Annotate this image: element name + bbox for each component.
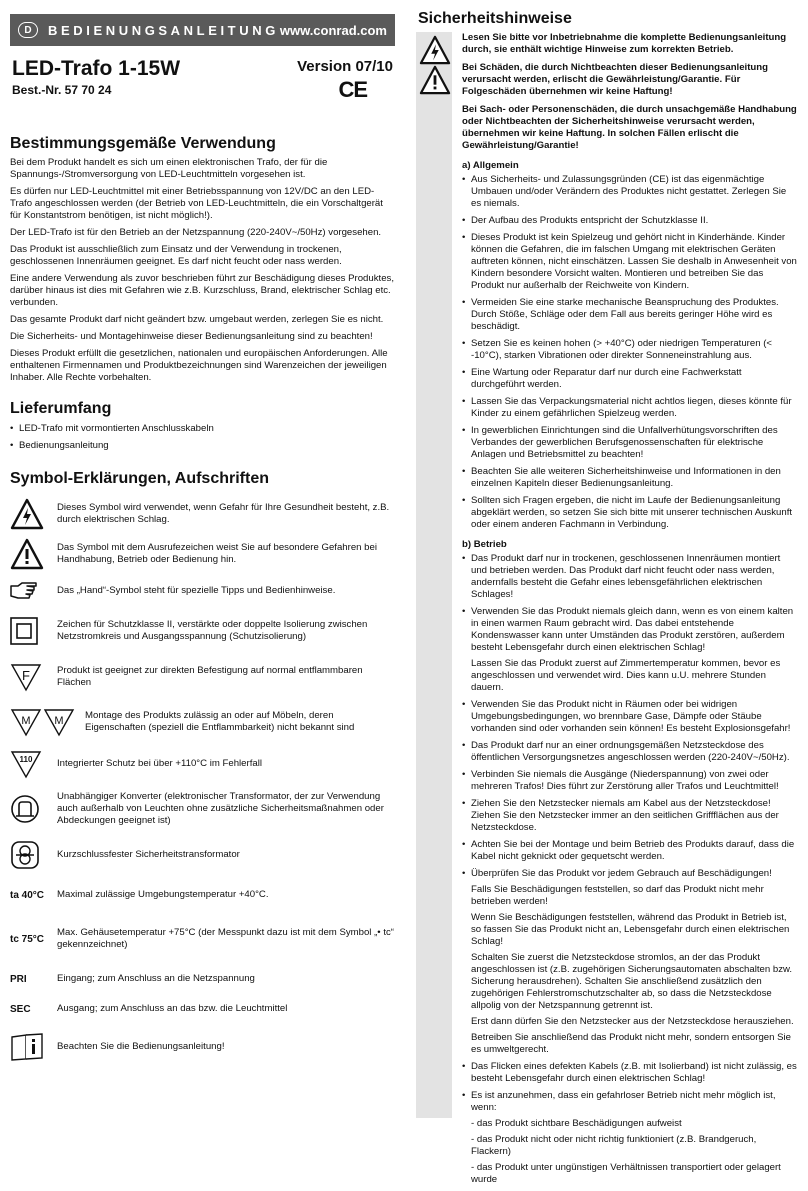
lightning-warning-icon xyxy=(10,498,57,530)
left-column xyxy=(10,0,395,1052)
svg-text:F: F xyxy=(22,668,30,683)
item-text: Das Flicken eines defekten Kabels (z.B. mit Isolierband) ist nicht zulässig, es besteht Lebensgefahr durch einen elektrischen Schlag! xyxy=(471,1061,797,1084)
item-text: Das Produkt darf nur an einer ordnungsgemäßen Netzsteckdose des öffentlichen Versorgungsnetzes angeschlossen werden (220-240V~/50Hz). xyxy=(471,740,790,763)
list-item xyxy=(462,798,798,834)
label-row xyxy=(10,914,395,964)
symbol-text: Produkt ist geeignet zur direkten Befestigung auf normal entflammbaren Flächen xyxy=(57,665,363,688)
symbol-row xyxy=(10,744,395,784)
symbol-row xyxy=(10,834,395,876)
110-label: 110 xyxy=(19,755,33,764)
section-lieferumfang xyxy=(10,400,395,457)
list-item xyxy=(462,699,798,735)
item-text: Ziehen Sie den Netzstecker niemals am Kabel aus der Netzsteckdose! Ziehen Sie den Netzstecker immer an den seitlichen Griffflächen aus der Netzsteckdose. xyxy=(471,798,779,833)
list-item: • Lassen Sie das Verpackungsmaterial nicht achtlos liegen, dieses könnte für Kinder zu einem gefährlichen Spielzeug werden. xyxy=(462,396,798,420)
list-item: • Dieses Produkt ist kein Spielzeug und gehört nicht in Kinderhände. Kinder können die Gefahren, die im falschen Umgang mit elektrischen Geräten auftreten können, nicht einschätzen. Lassen Sie deshalb in Anwesenheit von Kindern besondere Vorsicht walten. Montieren und betreiben Sie das Produkt nur außerhalb der Reichweite von Kindern. xyxy=(462,232,798,292)
subheading-betrieb: b) Betrieb xyxy=(462,539,507,550)
header-bar xyxy=(10,14,395,46)
list-item: • Sollten sich Fragen ergeben, die nicht im Laufe der Bedienungsanleitung abgeklärt werden, so setzen Sie sich bitte mit unserer technischen Auskunft oder einem anderen Fachmann in Verbindung. xyxy=(462,495,798,531)
header-url: www.conrad.com xyxy=(279,22,387,38)
item-text: Überprüfen Sie das Produkt vor jedem Gebrauch auf Beschädigungen! xyxy=(471,868,772,879)
intro-paragraph: Lesen Sie bitte vor Inbetriebnahme die komplette Bedienungsanleitung durch, sie enthält wichtige Hinweise zum korrekten Betrieb. xyxy=(462,32,787,55)
symbol-row xyxy=(10,700,395,744)
version: Version 07/10 xyxy=(297,58,393,75)
symbol-text: Integrierter Schutz bei über +110°C im Fehlerfall xyxy=(57,758,262,769)
item-paragraph: Wenn Sie Beschädigungen feststellen, während das Produkt in Betrieb ist, so fassen Sie das Produkt nicht an, Lebensgefahr durch einen elektrischen Schlag! xyxy=(471,912,790,947)
symbol-text: Beachten Sie die Bedienungsanleitung! xyxy=(57,1041,225,1052)
sidebar-shade xyxy=(416,32,452,1118)
section-bestimmung xyxy=(10,135,395,389)
label-row xyxy=(10,876,395,914)
list-item: • Aus Sicherheits- und Zulassungsgründen (CE) ist das eigenmächtige Umbauen und/oder Verändern des Produktes nicht gestattet. Zerlegen Sie es niemals. xyxy=(462,174,798,210)
item-text: Verwenden Sie das Produkt niemals gleich dann, wenn es von einem kalten in einen warmen Raum gebracht wird. Das dabei entstehende Kondenswasser kann unter Umständen das Produkt zerstören, außerdem besteht Lebensgefahr durch einen elektrischen Schlag! xyxy=(471,606,794,653)
heading-sicherheit: Sicherheitshinweise xyxy=(418,10,572,27)
item-paragraph: Betreiben Sie anschließend das Produkt nicht mehr, sondern entsorgen Sie es umweltgerecht. xyxy=(471,1032,791,1055)
list-item: • Eine Wartung oder Reparatur darf nur durch eine Fachwerkstatt durchgeführt werden. xyxy=(462,367,798,391)
svg-text:M: M xyxy=(21,715,31,727)
list-item: • Der Aufbau des Produkts entspricht der Schutzklasse II. xyxy=(462,215,798,227)
list-item xyxy=(462,769,798,793)
language-badge: D xyxy=(18,22,38,38)
symbol-text: Das Symbol mit dem Ausrufezeichen weist Sie auf besondere Gefahren bei Handhabung, Betrieb oder Bedienung hin. xyxy=(57,542,377,565)
symbol-row xyxy=(10,1024,395,1070)
list-item: • In gewerblichen Einrichtungen sind die Unfallverhütungsvorschriften des Verbandes der gewerblichen Berufsgenossenschaften für elektrische Anlagen und Betriebsmittel zu beachten! xyxy=(462,425,798,461)
independent-converter-icon xyxy=(10,794,57,824)
protection-class-ii-icon xyxy=(10,617,57,645)
heading-lieferumfang: Lieferumfang xyxy=(10,400,112,417)
list-item: • LED-Trafo mit vormontierten Anschlusskabeln xyxy=(10,423,395,435)
list-item xyxy=(462,839,798,863)
subheading-allgemein: a) Allgemein xyxy=(462,160,519,171)
symbol-row xyxy=(10,784,395,834)
list-item xyxy=(462,553,798,601)
item-text: Das Produkt darf nur in trockenen, geschlossenen Innenräumen montiert und betrieben werden. Das Produkt darf nicht feucht oder nass werden, andernfalls besteht die Gefahr eines lebensgefährlichen elektrischen Schlages! xyxy=(471,553,781,600)
ta-label: ta 40°C xyxy=(10,889,45,901)
exclamation-warning-icon xyxy=(10,538,57,570)
paragraph: Die Sicherheits- und Montagehinweise dieser Bedienungsanleitung sind zu beachten! xyxy=(10,331,373,342)
paragraph: Es dürfen nur LED-Leuchtmittel mit einer Betriebsspannung von 12V/DC an den LED-Trafo angeschlossen werden (der Betrieb von LED-Leuchtmitteln, die ein Vorschaltgerät für Konstantstrom benötigen, ist nicht möglich!). xyxy=(10,186,383,221)
paragraph: Das gesamte Produkt darf nicht geändert bzw. umgebaut werden, zerlegen Sie es nicht. xyxy=(10,314,384,325)
safety-body xyxy=(462,32,798,1191)
item-text: Verwenden Sie das Produkt nicht in Räumen oder bei widrigen Umgebungsbedingungen, wo brennbare Gase, Dämpfe oder Stäube vorhanden sind oder vorhanden sein können! Es besteht Explosionsgefahr! xyxy=(471,699,791,734)
list-item xyxy=(462,606,798,694)
hand-icon xyxy=(10,582,57,600)
header-title: BEDIENUNGSANLEITUNG xyxy=(48,22,279,38)
section-symbole xyxy=(10,470,395,1070)
tc-label: tc 75°C xyxy=(10,933,45,945)
manual-info-icon xyxy=(10,1032,57,1062)
symbol-text: Unabhängiger Konverter (elektronischer Transformator, der zur Verwendung auch außerhalb von Leuchten ohne zusätzliche Sicherheitsmaßnahmen oder Abdeckungen geeignet ist) xyxy=(57,791,384,826)
symbol-row xyxy=(10,574,395,608)
label-text: Maximal zulässige Umgebungstemperatur +40°C. xyxy=(57,889,269,900)
item-paragraph: Schalten Sie zuerst die Netzsteckdose stromlos, an der das Produkt angeschlossen ist (z.B. zugehörigen Sicherungsautomaten abschalten bzw. Sicherung herausdrehen). Schalten Sie anschließend zusätzlich den zugehörigen Fehlerstromschutzschalter ab, so dass die Netzsteckdose allpolig von der Netzspannung getrennt ist. xyxy=(471,952,793,1011)
intro-paragraph: Bei Sach- oder Personenschäden, die durch unsachgemäße Handhabung oder Nichtbeachten der Sicherheitshinweise verursacht werden, übernehmen wir keine Haftung. In solchen Fällen erlischt die Gewährleistung/Garantie! xyxy=(462,104,797,151)
exclamation-warning-icon xyxy=(419,65,451,100)
item-text: Achten Sie bei der Montage und beim Betrieb des Produkts darauf, dass die Kabel nicht geknickt oder gequetscht werden. xyxy=(471,839,795,862)
list-item: • Vermeiden Sie eine starke mechanische Beanspruchung des Produktes. Durch Stöße, Schläge oder dem Fall aus bereits geringer Höhe wird es beschädigt. xyxy=(462,297,798,333)
list-item xyxy=(462,740,798,764)
list-item xyxy=(462,868,798,1056)
list-item: • Setzen Sie es keinen hohen (> +40°C) oder niedrigen Temperaturen (< -10°C), starken Vibrationen oder direkter Sonneneinstrahlung aus. xyxy=(462,338,798,362)
label-row xyxy=(10,964,395,994)
label-text: Max. Gehäusetemperatur +75°C (der Messpunkt dazu ist mit dem Symbol „• tc“ gekennzeichnet) xyxy=(57,927,394,950)
list-item xyxy=(462,1090,798,1186)
item-paragraph: Falls Sie Beschädigungen feststellen, so darf das Produkt nicht mehr betrieben werden! xyxy=(471,884,764,907)
heading-bestimmung: Bestimmungsgemäße Verwendung xyxy=(10,135,276,152)
paragraph: Dieses Produkt erfüllt die gesetzlichen, nationalen und europäischen Anforderungen. Alle enthaltenen Firmennamen und Produktbezeichnungen sind Warenzeichen der jeweiligen Inhaber. Alle Rechte vorbehalten. xyxy=(10,348,388,383)
paragraph: Der LED-Trafo ist für den Betrieb an der Netzspannung (220-240V~/50Hz) vorgesehen. xyxy=(10,227,382,238)
item-text: Verbinden Sie niemals die Ausgänge (Niederspannung) von zwei oder mehreren Trafos! Dies führt zur Zerstörung aller Trafos und Leuchtmittel! xyxy=(471,769,779,792)
list-item xyxy=(462,1061,798,1085)
paragraph: Das Produkt ist ausschließlich zum Einsatz und der Verwendung in trockenen, geschlossenen Innenräumen geeignet. Es darf nicht feucht oder nass werden. xyxy=(10,244,342,267)
symbol-text: Montage des Produkts zulässig an oder auf Möbeln, deren Eigenschaften (speziell die Entflammbarkeit) nicht bekannt sind xyxy=(85,710,355,733)
label-row xyxy=(10,994,395,1024)
paragraph: Bei dem Produkt handelt es sich um einen elektronischen Trafo, der für die Spannungs-/Stromversorgung von LED-Leuchtmitteln vorgesehen ist. xyxy=(10,157,328,180)
dash-item: - das Produkt unter ungünstigen Verhältnissen transportiert oder gelagert wurde xyxy=(471,1162,781,1185)
intro-paragraph: Bei Schäden, die durch Nichtbeachten dieser Bedienungsanleitung verursacht werden, erlischt die Gewährleistung/Garantie. Für Folgeschäden übernehmen wir keine Haftung! xyxy=(462,62,768,97)
item-text: Es ist anzunehmen, dass ein gefahrloser Betrieb nicht mehr möglich ist, wenn: xyxy=(471,1090,776,1113)
symbol-text: Kurzschlussfester Sicherheitstransformator xyxy=(57,849,240,860)
dash-item: - das Produkt sichtbare Beschädigungen aufweist xyxy=(471,1118,682,1129)
sec-label: SEC xyxy=(10,1003,31,1015)
item-paragraph: Erst dann dürfen Sie den Netzstecker aus der Netzsteckdose herausziehen. xyxy=(471,1016,794,1027)
svg-text:M: M xyxy=(54,715,64,727)
symbol-text: Dieses Symbol wird verwendet, wenn Gefahr für Ihre Gesundheit besteht, z.B. durch elektrischen Schlag. xyxy=(57,502,390,525)
110-mark-icon xyxy=(10,749,57,779)
right-column xyxy=(416,0,798,1185)
symbol-row xyxy=(10,608,395,654)
symbol-text: Das „Hand“-Symbol steht für spezielle Tipps und Bedienhinweise. xyxy=(57,585,336,596)
mm-mark-icon xyxy=(10,707,85,737)
symbol-row xyxy=(10,494,395,534)
dash-item: - das Produkt nicht oder nicht richtig funktioniert (z.B. Brandgeruch, Flackern) xyxy=(471,1134,757,1157)
f-mark-icon xyxy=(10,662,57,692)
list-item: • Beachten Sie alle weiteren Sicherheitshinweise und Informationen in den einzelnen Kapiteln dieser Bedienungsanleitung. xyxy=(462,466,798,490)
short-circuit-transformer-icon xyxy=(10,840,57,870)
symbol-row xyxy=(10,654,395,700)
label-text: Eingang; zum Anschluss an die Netzspannung xyxy=(57,973,255,984)
order-number: Best.-Nr. 57 70 24 xyxy=(12,83,112,97)
pri-label: PRI xyxy=(10,973,27,985)
item-paragraph: Lassen Sie das Produkt zuerst auf Zimmertemperatur kommen, bevor es angeschlossen und verwendet wird. Dies kann u.U. mehrere Stunden dauern. xyxy=(471,658,781,693)
paragraph: Eine andere Verwendung als zuvor beschrieben führt zur Beschädigung dieses Produktes, darüber hinaus ist dies mit Gefahren wie z.B. Kurzschluss, Brand, elektrischer Schlag etc. verbunden. xyxy=(10,273,394,308)
list-item: • Bedienungsanleitung xyxy=(10,440,395,452)
symbol-row xyxy=(10,534,395,574)
symbol-text: Zeichen für Schutzklasse II, verstärkte oder doppelte Isolierung zwischen Netzstromkreis und Ausgangsspannung (Schutzisolierung) xyxy=(57,619,368,642)
ce-mark: CE xyxy=(338,77,367,102)
product-title: LED-Trafo 1-15W xyxy=(12,57,181,80)
heading-symbole: Symbol-Erklärungen, Aufschriften xyxy=(10,470,269,487)
label-text: Ausgang; zum Anschluss an das bzw. die Leuchtmittel xyxy=(57,1003,288,1014)
